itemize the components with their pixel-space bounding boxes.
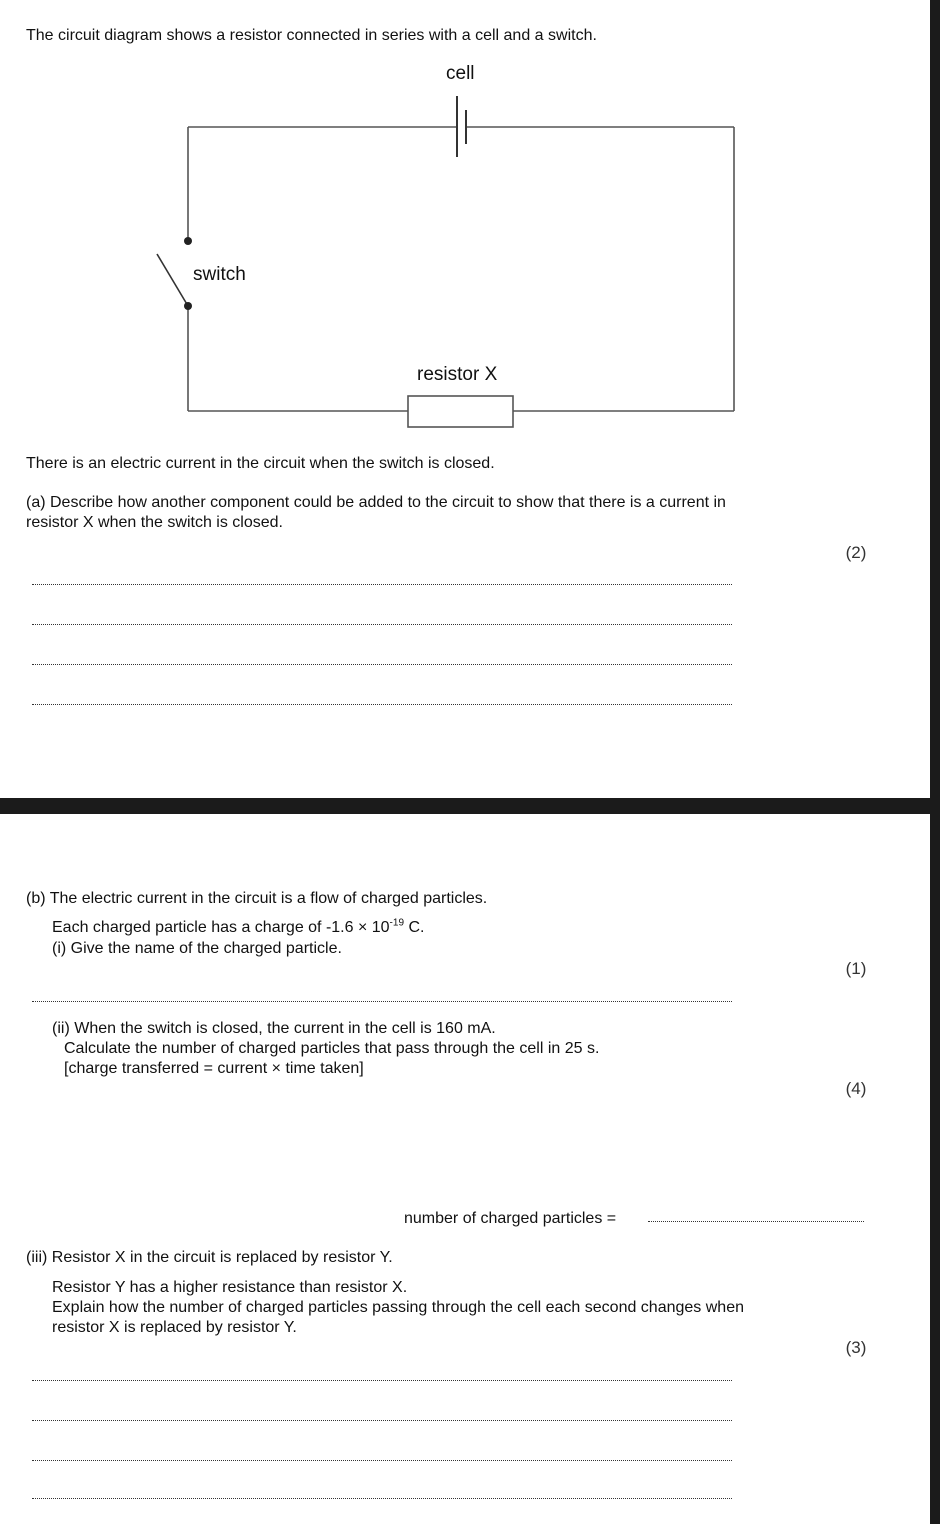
question-b-ii-line1: (ii) When the switch is closed, the current in the cell is 160 mA. (52, 1020, 496, 1037)
answer-label-particles: number of charged particles = (404, 1210, 617, 1227)
answer-line[interactable] (32, 1420, 732, 1421)
switch-contact-top (184, 237, 192, 245)
question-b-iii-line3: Explain how the number of charged particles passing through the cell each second changes when (52, 1299, 744, 1316)
question-b-ii-line3: [charge transferred = current × time taken] (64, 1060, 364, 1077)
answer-line[interactable] (32, 704, 732, 705)
switch-contact-bottom (184, 302, 192, 310)
part-a-marks: (2) (845, 543, 867, 562)
switch-lever (157, 254, 188, 306)
statement-text: There is an electric current in the circuit when the switch is closed. (26, 455, 495, 472)
question-b-i: (i) Give the name of the charged particle. (52, 940, 342, 957)
answer-line[interactable] (32, 624, 732, 625)
page-divider-band (0, 798, 930, 814)
answer-line[interactable] (32, 1498, 732, 1499)
resistor-label: resistor X (417, 364, 498, 385)
answer-line[interactable] (32, 1460, 732, 1461)
question-b-ii-line2: Calculate the number of charged particles that pass through the cell in 25 s. (64, 1040, 600, 1057)
cell-label: cell (446, 63, 475, 84)
answer-line-particles[interactable] (648, 1221, 864, 1222)
question-b-iii-line1: (iii) Resistor X in the circuit is replaced by resistor Y. (26, 1249, 393, 1266)
question-b-iii-line4: resistor X is replaced by resistor Y. (52, 1319, 297, 1336)
answer-line[interactable] (32, 584, 732, 585)
question-b-ii-marks: (4) (845, 1079, 867, 1098)
part-a-question-line1: (a) Describe how another component could be added to the circuit to show that there is a current in (26, 494, 726, 511)
answer-line[interactable] (32, 1001, 732, 1002)
part-b-intro: (b) The electric current in the circuit is a flow of charged particles. (26, 890, 488, 907)
answer-line[interactable] (32, 664, 732, 665)
resistor-symbol (408, 396, 513, 427)
question-b-i-marks: (1) (845, 959, 867, 978)
switch-label: switch (193, 264, 246, 285)
charge-statement: Each charged particle has a charge of $-1.6 \times 10^{-19}$ C. (52, 917, 425, 936)
part-a-question-line2: resistor X when the switch is closed. (26, 514, 283, 531)
answer-line[interactable] (32, 1380, 732, 1381)
intro-text: The circuit diagram shows a resistor connected in series with a cell and a switch. (26, 27, 597, 44)
question-b-iii-marks: (3) (845, 1338, 867, 1357)
question-b-iii-line2: Resistor Y has a higher resistance than resistor X. (52, 1279, 408, 1296)
